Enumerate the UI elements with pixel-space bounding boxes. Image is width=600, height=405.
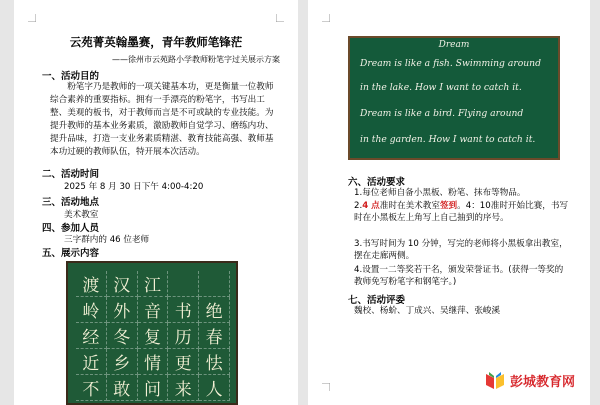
- page-corner-mark: [28, 14, 36, 22]
- site-logo-text: 彭城教育网: [510, 374, 576, 390]
- calligraphy-char: 近: [76, 349, 107, 375]
- blackboard-line: in the lake. How I want to catch it.: [360, 82, 522, 93]
- blackboard-line: Dream is like a fish. Swimming around: [360, 58, 541, 69]
- calligraphy-char: 书: [168, 297, 199, 323]
- calligraphy-char: 江: [138, 271, 169, 297]
- calligraphy-char: 冬: [107, 323, 138, 349]
- document-page-left: [14, 0, 298, 405]
- calligraphy-char: 乡: [107, 349, 138, 375]
- judges-list: 魏校、杨蚧、丁成兴、吴继萍、张峻溪: [354, 306, 501, 316]
- calligraphy-char: 问: [138, 375, 169, 401]
- section-heading-place: 三、活动地点: [42, 197, 100, 208]
- requirement-item-4: 4.设置一二等奖若干名，颁发荣誉证书。(获得一等奖的教师免写粉笔字和钢笔字。): [354, 265, 564, 288]
- section-heading-participants: 四、参加人员: [42, 223, 100, 234]
- calligraphy-blackboard-image: [66, 261, 238, 405]
- calligraphy-char: 外: [107, 297, 138, 323]
- calligraphy-char: 绝: [199, 297, 230, 323]
- document-subtitle: ——徐州市云苑路小学教师粉笔字过关展示方案: [112, 55, 280, 64]
- calligraphy-char: 历: [168, 323, 199, 349]
- section-heading-judges: 七、活动评委: [348, 295, 406, 306]
- section-heading-display: 五、展示内容: [42, 248, 100, 259]
- calligraphy-char: 敢: [107, 375, 138, 401]
- document-page-right: [308, 0, 590, 405]
- calligraphy-char: 经: [76, 323, 107, 349]
- book-logo-icon: [484, 370, 506, 390]
- requirement-item-2: [354, 200, 570, 225]
- calligraphy-char: 情: [138, 349, 169, 375]
- section-heading-requirements: 六、活动要求: [348, 177, 406, 188]
- section-heading-time: 二、活动时间: [42, 169, 100, 180]
- requirement-item-2-mid: 准时在美术教室: [379, 201, 440, 211]
- calligraphy-char: 更: [168, 349, 199, 375]
- english-blackboard-image: [348, 36, 560, 160]
- section-text-place: 美术教室: [64, 210, 99, 220]
- calligraphy-char: 复: [138, 323, 169, 349]
- blackboard-line: Dream is like a bird. Flying around: [360, 108, 524, 119]
- calligraphy-char: 来: [168, 375, 199, 401]
- requirement-item-1: 1.每位老师自备小黑板、粉笔、抹布等物品。: [354, 188, 526, 198]
- calligraphy-char: 人: [199, 375, 230, 401]
- calligraphy-char: 汉: [107, 271, 138, 297]
- section-text-time: 2025 年 8 月 30 日下午 4:00-4:20: [64, 182, 204, 192]
- calligraphy-char: 春: [199, 323, 230, 349]
- requirement-item-2-prefix: 2.: [354, 201, 363, 211]
- document-title: 云苑菁英翰墨赛，青年教师笔锋茫: [69, 35, 243, 49]
- calligraphy-grid: [76, 271, 230, 401]
- requirement-signin-highlight: 签到: [439, 201, 458, 211]
- site-logo: [484, 370, 575, 390]
- calligraphy-char: 音: [138, 297, 169, 323]
- page-corner-mark: [276, 14, 284, 22]
- requirement-time-highlight: 4 点: [362, 201, 380, 211]
- page-corner-mark: [322, 14, 330, 22]
- section-text-participants: 三字群内的 46 位老师: [64, 235, 150, 245]
- calligraphy-char: [199, 271, 230, 297]
- page-corner-mark: [322, 383, 330, 391]
- blackboard-line: in the garden. How I want to catch it.: [360, 134, 536, 145]
- calligraphy-char: [168, 271, 199, 297]
- blackboard-heading: Dream: [438, 40, 470, 50]
- requirement-item-3: 3.书写时间为 10 分钟，写完的老师将小黑板拿出教室，摆在走廊两侧。: [354, 239, 568, 262]
- calligraphy-char: 渡: [76, 271, 107, 297]
- section-paragraph-purpose: 粉笔字乃是教师的一项关键基本功，更是衡量一位教师综合素养的重要指标。拥有一手漂亮的粉笔字，书写出工整、美观的板书，对于教师而言是不可或缺的专业技能。为提升教师的基本业务素质，激励教师自觉学习、磨练内功、提升品味，打造一支业务素质精湛、教育技能高强、教师基本功过硬的教师队伍，特开展本次活动。: [50, 82, 274, 157]
- calligraphy-char: 不: [76, 375, 107, 401]
- requirement-item-2-rest: 。4：10准时开始比赛，书写时在小黑板左上角写上自己抽到的序号。: [354, 201, 569, 224]
- calligraphy-char: 岭: [76, 297, 107, 323]
- calligraphy-char: 怯: [199, 349, 230, 375]
- section-heading-purpose: 一、活动目的: [42, 71, 100, 82]
